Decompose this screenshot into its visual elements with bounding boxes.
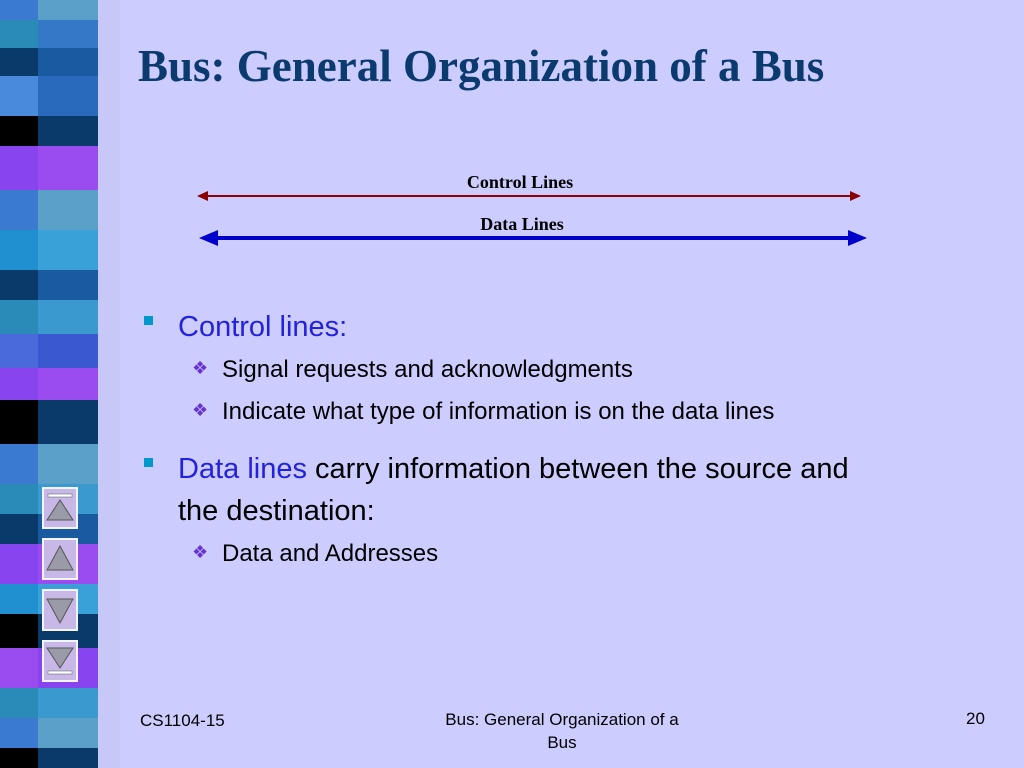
- diamond-bullet-icon: ❖: [192, 358, 209, 378]
- last-slide-icon: [44, 642, 76, 680]
- first-slide-button[interactable]: [42, 487, 78, 529]
- control-lines-label: Control Lines: [466, 172, 574, 192]
- square-bullet-icon: [144, 458, 153, 467]
- previous-slide-icon: [44, 540, 76, 578]
- square-bullet-icon: [144, 316, 153, 325]
- data-lines-highlight: Data lines: [178, 453, 307, 485]
- first-slide-icon: [44, 489, 76, 527]
- slide-title: Bus: General Organization of a Bus: [138, 41, 825, 91]
- bullet-data-lines: [144, 448, 1004, 532]
- sub-bullet-data-addresses: ❖ Data and Addresses: [192, 540, 439, 567]
- footer-title: Bus: General Organization of a Bus: [445, 710, 679, 752]
- sub-bullet-indicate-type: ❖ Indicate what type of information is on the data lines: [192, 398, 775, 425]
- diamond-bullet-icon: ❖: [192, 400, 209, 420]
- next-slide-button[interactable]: [42, 589, 78, 631]
- page-number: 20: [966, 709, 985, 728]
- data-lines-text: carry information between the source and: [306, 453, 849, 485]
- footer-course: CS1104-15: [140, 711, 225, 730]
- next-slide-icon: [44, 591, 76, 629]
- data-lines-label: Data Lines: [480, 214, 564, 234]
- diamond-bullet-icon: ❖: [192, 542, 209, 562]
- bullet-control-lines: [144, 306, 347, 348]
- data-lines-arrow: [199, 230, 867, 246]
- sub-bullet-signal-requests: ❖ Signal requests and acknowledgments: [192, 356, 633, 383]
- control-lines-arrow: [197, 191, 861, 201]
- control-lines-heading: Control lines:: [178, 311, 348, 343]
- previous-slide-button[interactable]: [42, 538, 78, 580]
- last-slide-button[interactable]: [42, 640, 78, 682]
- data-lines-text-cont: the destination:: [178, 495, 375, 527]
